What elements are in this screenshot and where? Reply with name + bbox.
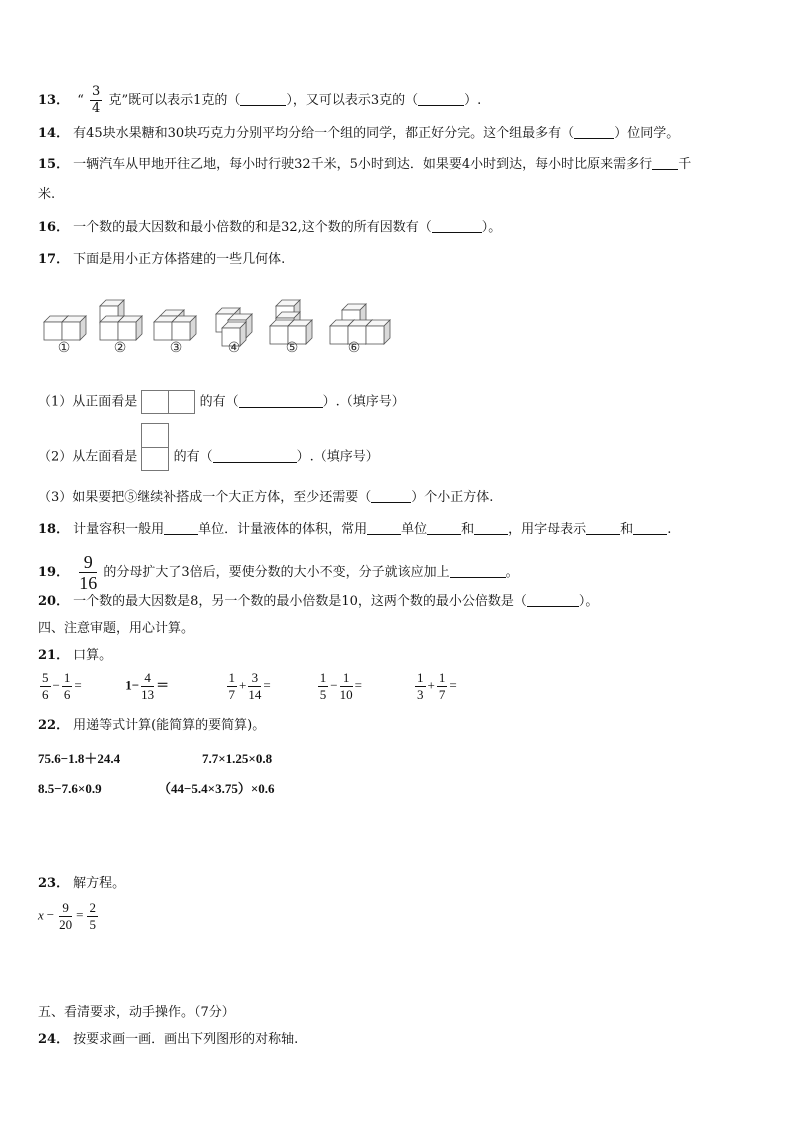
answer-blank[interactable] bbox=[240, 93, 286, 106]
answer-blank[interactable] bbox=[164, 522, 198, 535]
oral-expr-3: $\frac{1}{7}$ + $\frac{3}{14}$ = bbox=[228, 670, 271, 702]
question-20: 20． 一个数的最大因数是8，另一个数的最小倍数是10，这两个数的最小公倍数是（ ）。 bbox=[38, 594, 599, 609]
oral-calc-row bbox=[38, 670, 493, 703]
question-24: 24． 按要求画一画．画出下列图形的对称轴. bbox=[38, 1032, 299, 1047]
answer-blank[interactable] bbox=[432, 220, 482, 233]
equation: x − $\frac{9}{20}$ = $\frac{2}{5}$ bbox=[38, 900, 96, 932]
question-23: 23． 解方程。 bbox=[38, 876, 126, 891]
question-18: 18． 计量容积一般用 单位．计量液体的体积，常用 单位 和 ，用字母表示 和 . bbox=[38, 522, 672, 537]
figure-labels bbox=[40, 340, 400, 360]
fraction-3-4: $\frac{3}{4}$ bbox=[92, 84, 101, 116]
answer-blank[interactable] bbox=[418, 93, 464, 106]
label-2: ② bbox=[113, 340, 127, 356]
label-5: ⑤ bbox=[285, 340, 299, 356]
oral-expr-1: $\frac{5}{6}$ − $\frac{1}{6}$ = bbox=[42, 670, 82, 702]
question-17: 17． 下面是用小正方体搭建的一些几何体. bbox=[38, 252, 286, 267]
answer-blank[interactable] bbox=[427, 522, 461, 535]
calc-expr-2: 7.7×1.25×0.8 bbox=[202, 751, 273, 766]
figure-5 bbox=[270, 300, 312, 344]
label-4: ④ bbox=[227, 340, 241, 356]
question-21: 21． 口算。 bbox=[38, 648, 113, 663]
calc-expr-1: 75.6−1.8＋24.4 bbox=[38, 751, 121, 766]
left-view-shape bbox=[141, 423, 169, 471]
answer-blank[interactable] bbox=[367, 522, 401, 535]
answer-blank[interactable] bbox=[213, 450, 297, 463]
question-14: 14． 有45块水果糖和30块巧克力分别平均分给一个组的同学，都正好分完。这个组最多有（ ）位同学。 bbox=[38, 126, 680, 141]
oral-expr-2: 1− $\frac{4}{13}$ ＝ bbox=[125, 670, 170, 702]
answer-blank[interactable] bbox=[574, 126, 614, 139]
answer-blank[interactable] bbox=[652, 157, 678, 170]
question-number: 13． bbox=[38, 93, 70, 108]
question-15-cont: 米. bbox=[38, 187, 56, 202]
question-13: 13． “ $\frac{3}{4}$ 克”既可以表示1克的（ ），又可以表示3克的（ ）. bbox=[38, 84, 482, 116]
label-1: ① bbox=[57, 340, 71, 356]
open-quote: “ bbox=[77, 93, 84, 108]
answer-blank[interactable] bbox=[586, 522, 620, 535]
label-6: ⑥ bbox=[347, 340, 361, 356]
oral-expr-4: $\frac{1}{5}$ − $\frac{1}{10}$ = bbox=[319, 670, 362, 702]
question-16: 16． 一个数的最大因数和最小倍数的和是32,这个数的所有因数有（ ）。 bbox=[38, 220, 502, 235]
figure-2 bbox=[100, 300, 142, 340]
calc-row-1 bbox=[38, 751, 272, 767]
answer-blank[interactable] bbox=[527, 594, 579, 607]
figure-6 bbox=[330, 304, 390, 344]
figure-3 bbox=[154, 310, 196, 340]
answer-blank[interactable] bbox=[633, 522, 667, 535]
calc-expr-4: （44−5.4×3.75）×0.6 bbox=[158, 781, 275, 796]
label-3: ③ bbox=[169, 340, 183, 356]
answer-blank[interactable] bbox=[474, 522, 508, 535]
section-5-heading: 五、看清要求，动手操作。（7分） bbox=[38, 1005, 235, 1020]
question-17-part-3: （3）如果要把⑤继续补搭成一个大正方体，至少还需要（ ）个小正方体. bbox=[38, 490, 494, 505]
question-15: 15． 一辆汽车从甲地开往乙地，每小时行驶32千米，5小时到达．如果要4小时到达，每小时比原来需多行 千 bbox=[38, 157, 692, 172]
front-view-shape bbox=[141, 390, 195, 414]
fraction-9-16: $\frac{9}{16}$ bbox=[79, 552, 98, 593]
answer-blank[interactable] bbox=[239, 395, 323, 408]
answer-blank[interactable] bbox=[450, 565, 506, 578]
figure-1 bbox=[44, 316, 86, 340]
calc-expr-3: 8.5−7.6×0.9 bbox=[38, 781, 102, 796]
question-17-part-1: （1）从正面看是 的有（ ）.（填序号） bbox=[38, 390, 405, 414]
calc-row-2 bbox=[38, 781, 274, 797]
question-19: 19． $\frac{9}{16}$ 的分母扩大了3倍后，要使分数的大小不变，分子就该应加上 。 bbox=[38, 552, 519, 593]
question-17-part-2: （2）从左面看是 的有（ ）.（填序号） bbox=[38, 443, 379, 471]
question-22: 22． 用递等式计算(能简算的要简算)。 bbox=[38, 718, 266, 733]
answer-blank[interactable] bbox=[371, 490, 411, 503]
section-4-heading: 四、注意审题，用心计算。 bbox=[38, 621, 195, 636]
oral-expr-5: $\frac{1}{3}$ + $\frac{1}{7}$ = bbox=[417, 670, 457, 702]
